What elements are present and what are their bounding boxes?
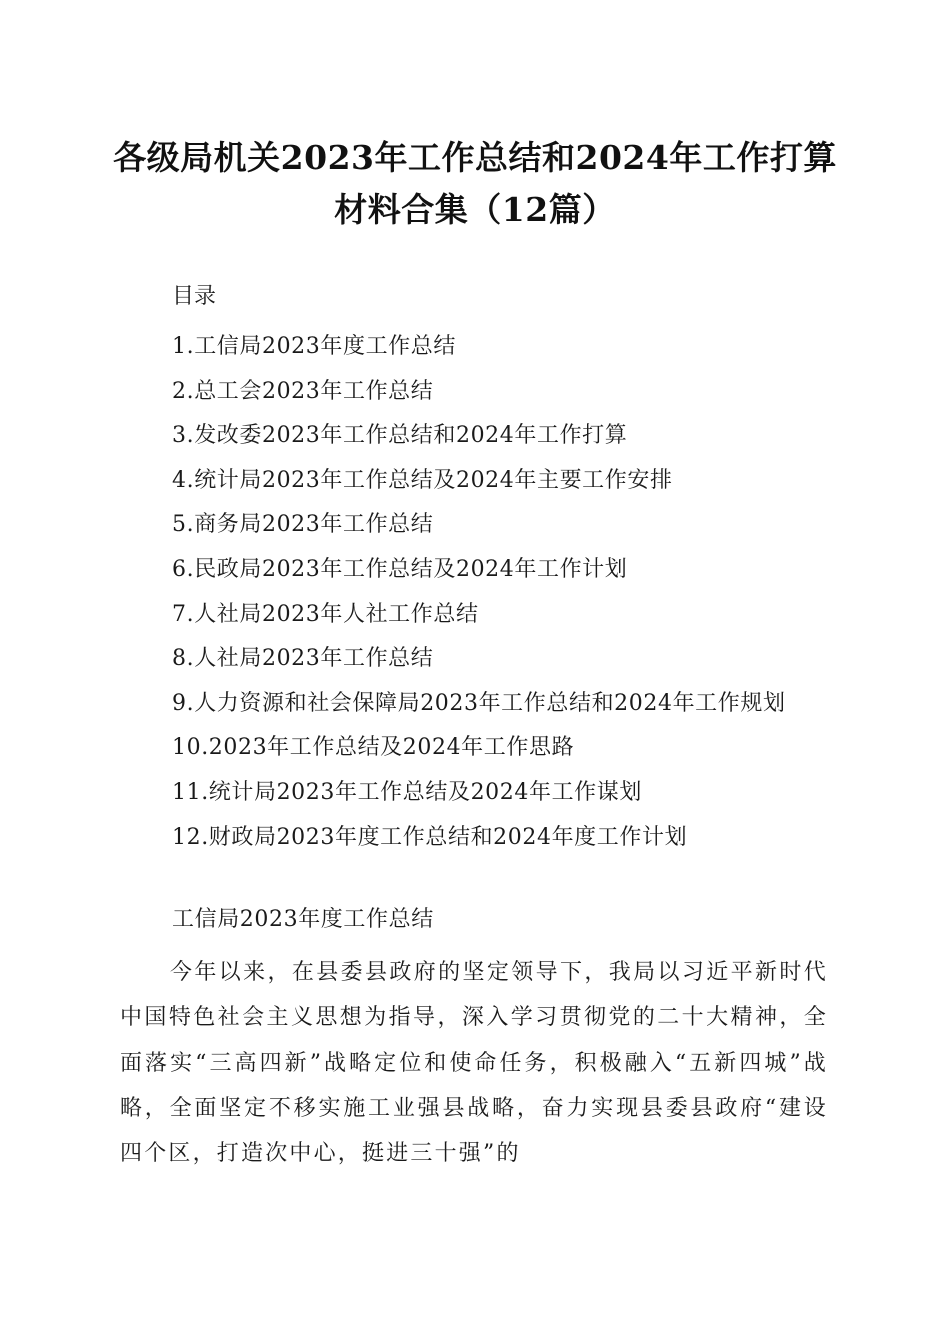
toc-item: 5.商务局2023年工作总结 <box>172 512 434 538</box>
toc-item: 9.人力资源和社会保障局2023年工作总结和2024年工作规划 <box>172 690 786 716</box>
toc-item: 11.统计局2023年工作总结及2024年工作谋划 <box>172 779 642 805</box>
table-of-contents <box>120 325 830 860</box>
toc-item: 1.工信局2023年度工作总结 <box>172 334 456 359</box>
toc-item: 3.发改委2023年工作总结和2024年工作打算 <box>172 423 628 449</box>
toc-item: 12.财政局2023年度工作总结和2024年度工作计划 <box>172 824 688 850</box>
toc-item: 10.2023年工作总结及2024年工作思路 <box>172 735 575 761</box>
document-title: 各级局机关2023年工作总结和2024年工作打算材料合集（12篇） <box>113 138 837 229</box>
toc-item: 2.总工会2023年工作总结 <box>172 378 434 404</box>
toc-item: 4.统计局2023年工作总结及2024年主要工作安排 <box>172 467 673 493</box>
toc-heading: 目录 <box>172 284 217 309</box>
toc-item: 8.人社局2023年工作总结 <box>172 646 434 672</box>
body-paragraph: 今年以来，在县委县政府的坚定领导下，我局以习近平新时代中国特色社会主义思想为指导，深入学习贯彻党的二十大精神，全面落实“三高四新”战略定位和使命任务，积极融入“五新四城”战略，全面坚定不移实施工业强县战略，奋力实现县委县政府“建设四个区，打造次中心，挺进三十强”的 <box>120 960 828 1167</box>
section-title: 工信局2023年度工作总结 <box>172 907 434 932</box>
toc-item: 7.人社局2023年人社工作总结 <box>172 601 479 627</box>
toc-item: 6.民政局2023年工作总结及2024年工作计划 <box>172 556 628 582</box>
